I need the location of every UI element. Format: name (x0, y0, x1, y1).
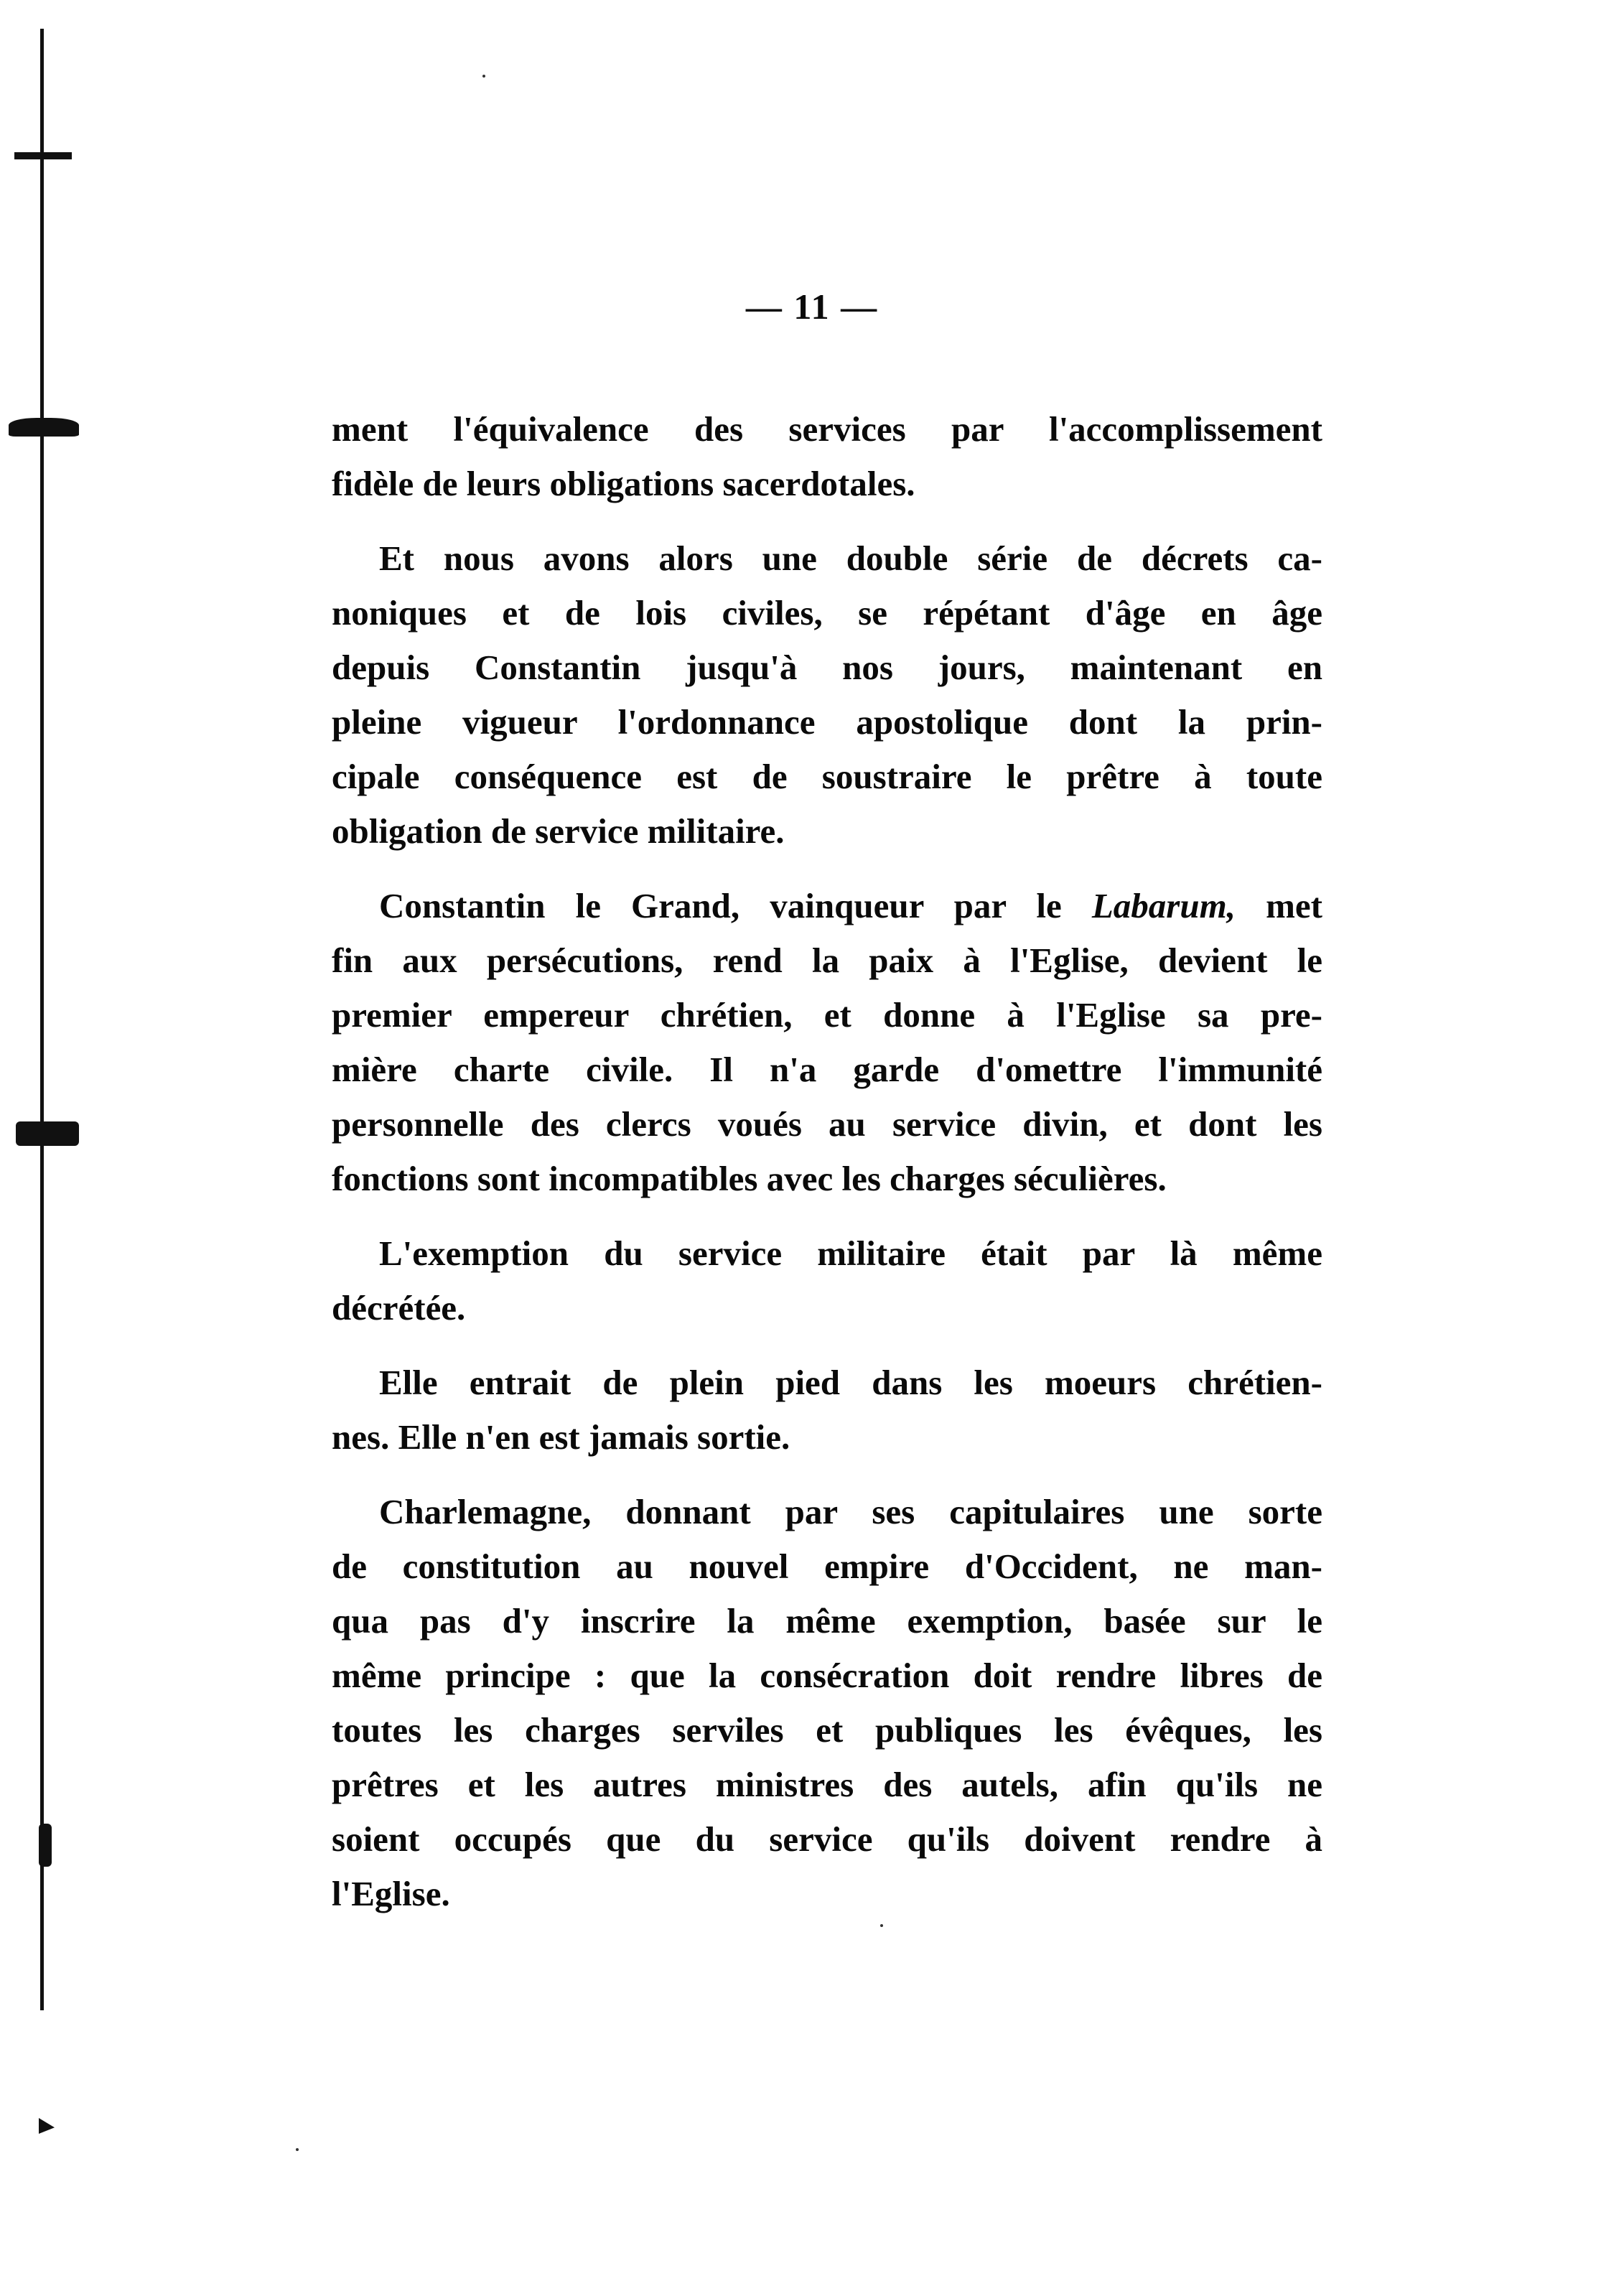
paragraph (332, 531, 1322, 859)
text-line: fidèle de leurs obligations sacerdotales. (332, 464, 915, 503)
paragraph (332, 1485, 1322, 1921)
text-run: met (1235, 886, 1322, 925)
paragraph (332, 402, 1322, 511)
text-line: même principe : que la consécration doit rendre libres de (332, 1656, 1322, 1695)
text-line: fonctions sont incompatibles avec les charges séculières. (332, 1159, 1167, 1198)
text-line: fin aux persécutions, rend la paix à l'Eglise, devient le (332, 941, 1322, 980)
text-line: mière charte civile. Il n'a garde d'omettre l'immunité (332, 1050, 1322, 1089)
italic-term: Labarum, (1091, 886, 1236, 925)
binding-mark (14, 152, 72, 159)
text-line: premier empereur chrétien, et donne à l'Eglise sa pre- (332, 995, 1322, 1035)
page-number: — 11 — (745, 286, 879, 327)
scan-speck (482, 75, 485, 78)
text-line: Elle entrait de plein pied dans les moeurs chrétien- (379, 1363, 1322, 1402)
text-line: pleine vigueur l'ordonnance apostolique dont la prin- (332, 702, 1322, 742)
text-line: noniques et de lois civiles, se répétant d'âge en âge (332, 593, 1322, 633)
text-line: nes. Elle n'en est jamais sortie. (332, 1417, 790, 1457)
binding-mark (39, 2118, 55, 2134)
text-line: ment l'équivalence des services par l'accomplissement (332, 409, 1322, 449)
text-line: obligation de service militaire. (332, 811, 785, 851)
text-line: prêtres et les autres ministres des autels, afin qu'ils ne (332, 1765, 1322, 1804)
text-line: cipale conséquence est de soustraire le prêtre à toute (332, 757, 1322, 796)
text-line: de constitution au nouvel empire d'Occident, ne man- (332, 1546, 1322, 1586)
paragraph (332, 1356, 1322, 1465)
text-line: l'Eglise. (332, 1874, 450, 1913)
text-line: Charlemagne, donnant par ses capitulaires une sorte (379, 1492, 1322, 1531)
text-line: depuis Constantin jusqu'à nos jours, maintenant en (332, 648, 1322, 687)
binding-mark (16, 1121, 79, 1146)
scan-speck (296, 2148, 299, 2151)
text-line: L'exemption du service militaire était par là même (379, 1233, 1322, 1273)
binding-mark (9, 418, 79, 437)
paragraph (332, 879, 1322, 1206)
text-line: toutes les charges serviles et publiques les évêques, les (332, 1710, 1322, 1750)
binding-mark (39, 1824, 52, 1867)
paragraph (332, 1226, 1322, 1335)
text-line: qua pas d'y inscrire la même exemption, basée sur le (332, 1601, 1322, 1641)
body-text (332, 402, 1322, 1941)
text-line: personnelle des clercs voués au service divin, et dont les (332, 1104, 1322, 1144)
text-line: décrétée. (332, 1288, 466, 1328)
text-line: Et nous avons alors une double série de décrets ca- (379, 538, 1322, 578)
text-line: soient occupés que du service qu'ils doivent rendre à (332, 1819, 1322, 1859)
text-run: Constantin le Grand, vainqueur par le (379, 886, 1092, 925)
text-line (332, 879, 1322, 933)
